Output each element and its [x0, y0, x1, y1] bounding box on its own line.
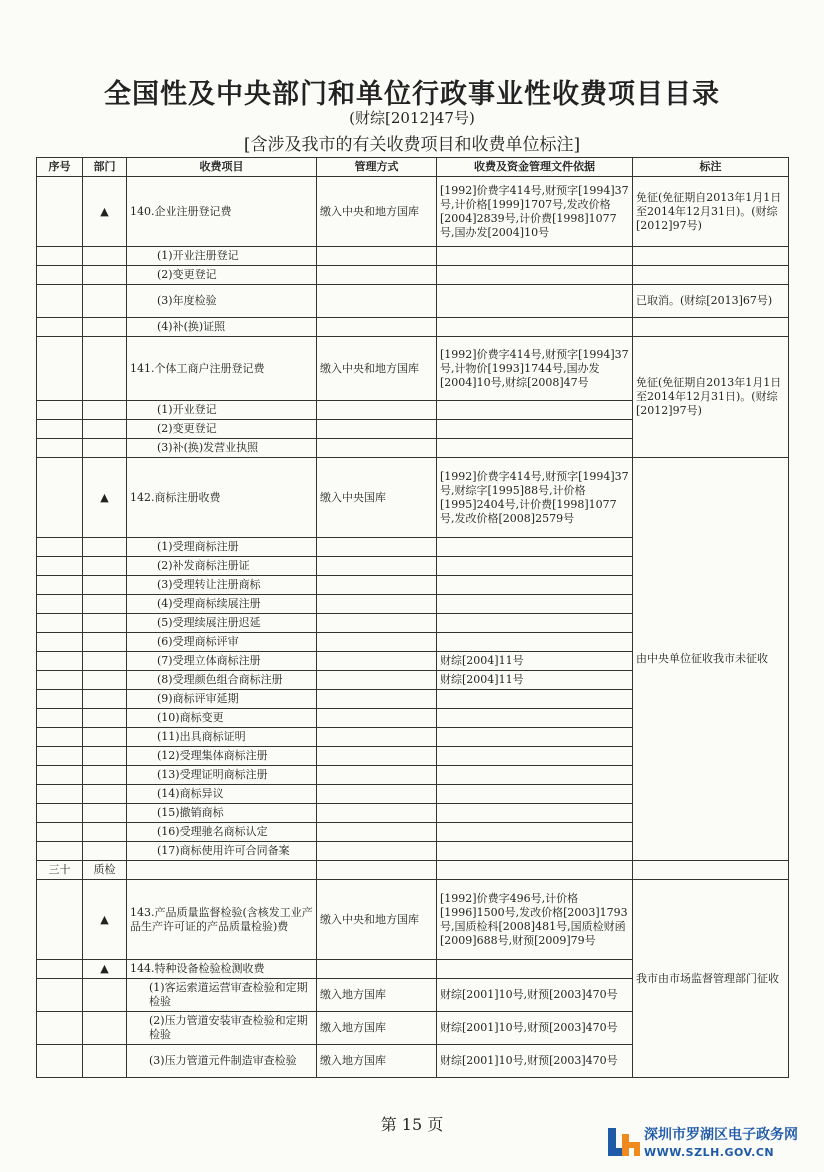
- table-row: [37, 177, 789, 247]
- dept-mark: ▲: [83, 960, 127, 979]
- basis-cell: [1992]价费字414号,财预字[1994]37号,财综字[1995]88号,计价格[1995]2404号,计价费[1998]1077号,发改价格[2008]2579号: [437, 458, 633, 538]
- item-cell: 143.产品质量监督检验(含核发工业产品生产许可证的产品质量检验)费: [127, 880, 317, 960]
- item-cell: 140.企业注册登记费: [127, 177, 317, 247]
- item-cell: 144.特种设备检验检测收费: [127, 960, 317, 979]
- fee-table: [36, 157, 789, 1078]
- item-cell: (16)受理驰名商标认定: [127, 823, 317, 842]
- col-header-remark: 标注: [633, 158, 789, 177]
- item-cell: (2)补发商标注册证: [127, 557, 317, 576]
- basis-cell: 财综[2001]10号,财预[2003]470号: [437, 1012, 633, 1045]
- basis-cell: [1992]价费字414号,财预字[1994]37号,计价格[1999]1707号,发改价格[2004]2839号,计价费[1998]1077号,国办发[2004]10号: [437, 177, 633, 247]
- item-cell: (9)商标评审延期: [127, 690, 317, 709]
- table-row: [37, 861, 789, 880]
- item-cell: (1)开业注册登记: [127, 247, 317, 266]
- item-cell: (7)受理立体商标注册: [127, 652, 317, 671]
- mgmt-cell: 缴入地方国库: [317, 1045, 437, 1078]
- item-cell: (2)变更登记: [127, 420, 317, 439]
- dept-mark: ▲: [83, 458, 127, 538]
- item-cell: (14)商标异议: [127, 785, 317, 804]
- mgmt-cell: 缴入中央国库: [317, 458, 437, 538]
- basis-cell: 财综[2001]10号,财预[2003]470号: [437, 979, 633, 1012]
- item-cell: (1)客运索道运营审查检验和定期检验: [127, 979, 317, 1012]
- col-header-mgmt: 管理方式: [317, 158, 437, 177]
- remark-cell: 已取消。(财综[2013]67号): [633, 285, 789, 318]
- col-header-seq: 序号: [37, 158, 83, 177]
- table-row: [37, 266, 789, 285]
- item-cell: (6)受理商标评审: [127, 633, 317, 652]
- annotation-note: [含涉及我市的有关收费项目和收费单位标注]: [243, 135, 581, 155]
- item-cell: (2)压力管道安装审查检验和定期检验: [127, 1012, 317, 1045]
- item-cell: (4)补(换)证照: [127, 318, 317, 337]
- col-header-item: 收费项目: [127, 158, 317, 177]
- item-cell: (11)出具商标证明: [127, 728, 317, 747]
- item-cell: 142.商标注册收费: [127, 458, 317, 538]
- item-cell: 141.个体工商户注册登记费: [127, 337, 317, 401]
- page-number: 第 15 页: [380, 1115, 444, 1134]
- table-row: [37, 247, 789, 266]
- item-cell: (13)受理证明商标注册: [127, 766, 317, 785]
- col-header-dept: 部门: [83, 158, 127, 177]
- basis-cell: 财综[2001]10号,财预[2003]470号: [437, 1045, 633, 1078]
- table-row: [37, 318, 789, 337]
- item-cell: (12)受理集体商标注册: [127, 747, 317, 766]
- item-cell: (17)商标使用许可合同备案: [127, 842, 317, 861]
- table-row: [37, 337, 789, 401]
- mgmt-cell: 缴入地方国库: [317, 979, 437, 1012]
- mgmt-cell: 缴入中央和地方国库: [317, 880, 437, 960]
- dept-cell: 质检: [83, 861, 127, 880]
- remark-cell: 由中央单位征收我市未征收: [633, 458, 789, 861]
- seq-cell: 三十: [37, 861, 83, 880]
- item-cell: (15)撤销商标: [127, 804, 317, 823]
- item-cell: (5)受理续展注册迟延: [127, 614, 317, 633]
- item-cell: (1)开业登记: [127, 401, 317, 420]
- item-cell: (8)受理颜色组合商标注册: [127, 671, 317, 690]
- remark-cell: 我市由市场监督管理部门征收: [633, 880, 789, 1078]
- mgmt-cell: 缴入地方国库: [317, 1012, 437, 1045]
- dept-mark: ▲: [83, 880, 127, 960]
- document-number: (财综[2012]47号): [349, 109, 475, 127]
- col-header-basis: 收费及资金管理文件依据: [437, 158, 633, 177]
- item-cell: (3)补(换)发营业执照: [127, 439, 317, 458]
- item-cell: (4)受理商标续展注册: [127, 595, 317, 614]
- item-cell: (3)受理转让注册商标: [127, 576, 317, 595]
- basis-cell: [1992]价费字496号,计价格[1996]1500号,发改价格[2003]1793号,国质检科[2008]481号,国质检财函[2009]688号,财预[2009]79号: [437, 880, 633, 960]
- site-logo: [604, 1118, 804, 1168]
- table-row: [37, 285, 789, 318]
- logo-name: 深圳市罗湖区电子政务网: [644, 1127, 798, 1143]
- basis-cell: 财综[2004]11号: [437, 652, 633, 671]
- table-row: [37, 880, 789, 960]
- basis-cell: 财综[2004]11号: [437, 671, 633, 690]
- item-cell: (2)变更登记: [127, 266, 317, 285]
- page-title: 全国性及中央部门和单位行政事业性收费项目目录: [104, 79, 720, 110]
- item-cell: (1)受理商标注册: [127, 538, 317, 557]
- lh-logo-icon: [604, 1122, 644, 1162]
- mgmt-cell: 缴入中央和地方国库: [317, 337, 437, 401]
- item-cell: (3)压力管道元件制造审查检验: [127, 1045, 317, 1078]
- dept-mark: ▲: [83, 177, 127, 247]
- item-cell: (10)商标变更: [127, 709, 317, 728]
- table-header-row: [37, 158, 789, 177]
- logo-url: WWW.SZLH.GOV.CN: [644, 1146, 775, 1159]
- remark-cell: 免征(免征期自2013年1月1日至2014年12月31日)。(财综[2012]97号): [633, 337, 789, 458]
- table-row: [37, 458, 789, 538]
- mgmt-cell: 缴入中央和地方国库: [317, 177, 437, 247]
- remark-cell: 免征(免征期自2013年1月1日至2014年12月31日)。(财综[2012]97号): [633, 177, 789, 247]
- basis-cell: [1992]价费字414号,财预字[1994]37号,计物价[1993]1744号,国办发[2004]10号,财综[2008]47号: [437, 337, 633, 401]
- item-cell: (3)年度检验: [127, 285, 317, 318]
